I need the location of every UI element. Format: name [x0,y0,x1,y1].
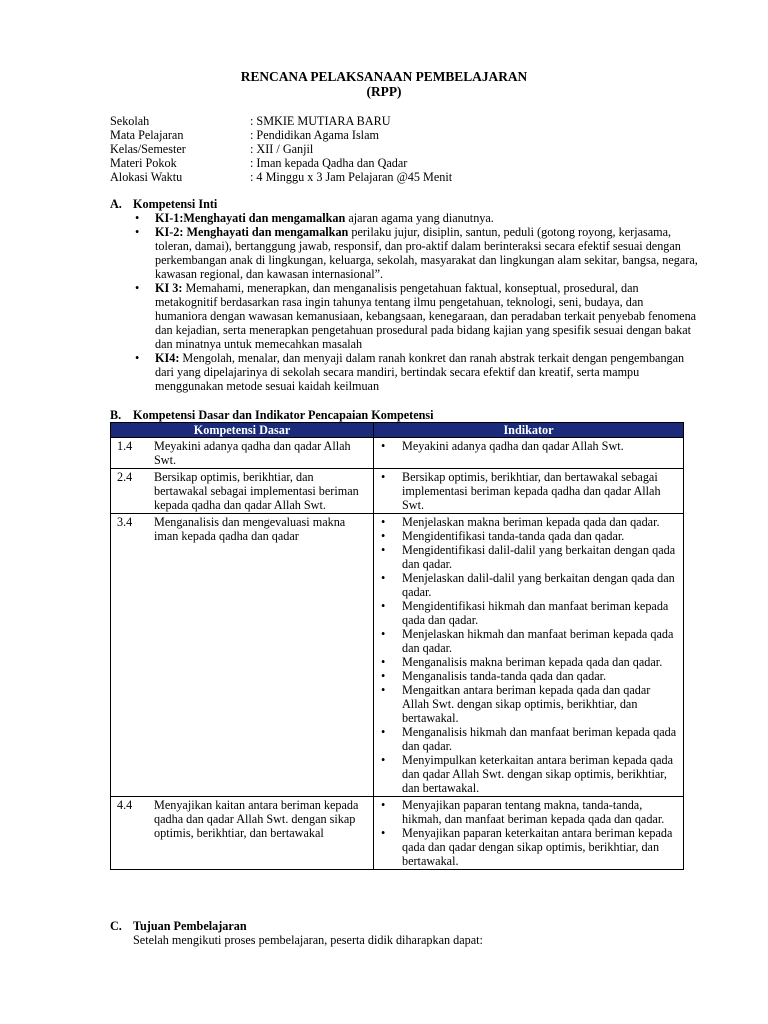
column-header-indikator: Indikator [374,423,684,438]
indicator-text: Mengidentifikasi hikmah dan manfaat beriman kepada qada dan qadar. [402,599,669,627]
indicator-text: Mengaitkan antara beriman kepada qada dan qadar Allah Swt. dengan sikap optimis, berikhtiar, dan bertawakal. [402,683,651,725]
bullet-icon: • [381,439,386,453]
ki-item [133,211,698,225]
ki-item [133,351,698,393]
section-c-heading [110,919,247,933]
identity-row [110,114,452,128]
ki-item [133,281,698,351]
document-title: RENCANA PELAKSANAAN PEMBELAJARAN [240,69,528,84]
indicator-text: Menjelaskan makna beriman kepada qada dan qadar. [402,515,660,529]
indicator-text: Menyimpulkan keterkaitan antara beriman kepada qada dan qadar Allah Swt. dengan sikap optimis, berikhtiar, dan bertawakal. [402,753,674,795]
indicator-cell [374,469,684,514]
ki-item-bold: KI 3: [155,281,183,295]
kd-number: 4.4 [117,798,133,812]
kd-cell [111,797,374,870]
bullet-icon: • [135,351,140,365]
indicator-item [380,798,679,826]
kd-text: Meyakini adanya qadha dan qadar Allah Swt. [154,439,351,467]
identity-value: : Iman kepada Qadha dan Qadar [250,156,408,170]
indicator-text: Menyajikan paparan tentang makna, tanda-tanda, hikmah, dan manfaat beriman kepada qada dan qadar. [402,798,665,826]
kd-text: Bersikap optimis, berikhtiar, dan bertawakal sebagai implementasi beriman kepada qadha dan qadar Allah Swt. [154,470,359,512]
indicator-text: Mengidentifikasi dalil-dalil yang berkaitan dengan qada dan qadar. [402,543,676,571]
bullet-icon: • [381,826,386,840]
indicator-text: Mengidentifikasi tanda-tanda qada dan qadar. [402,529,625,543]
kd-text: Menganalisis dan mengevaluasi makna iman kepada qadha dan qadar [154,515,346,543]
identity-row [110,156,452,170]
kd-cell [111,469,374,514]
bullet-icon: • [381,529,386,543]
section-title: Tujuan Pembelajaran [133,919,247,933]
tujuan-intro: Setelah mengikuti proses pembelajaran, peserta didik diharapkan dapat: [133,933,483,947]
bullet-icon: • [381,599,386,613]
table-row [111,514,684,797]
ki-item-text: perilaku jujur, disiplin, santun, peduli (gotong royong, kerjasama, toleran, damai), bertanggung jawab, responsif, dan pro-aktif dalam berinteraksi secara efektif sesuai dengan perkembangan anak di lingkungan, keluarga, sekolah, masyarakat dan lingkungan alam sekitar, bangsa, negara, kawasan regional, dan kawasan internasional”. [155,225,698,281]
indicator-text: Menjelaskan dalil-dalil yang berkaitan dengan qada dan qadar. [402,571,675,599]
bullet-icon: • [381,627,386,641]
section-letter: C. [110,919,122,933]
indicator-item [380,571,679,599]
indicator-item [380,725,679,753]
ki-item-text: ajaran agama yang dianutnya. [345,211,494,225]
column-header-kd: Kompetensi Dasar [111,423,374,438]
bullet-icon: • [135,281,140,295]
kd-cell [111,438,374,469]
ki-item-text: Memahami, menerapkan, dan menganalisis pengetahuan faktual, konseptual, prosedural, dan metakognitif berdasarkan rasa ingin tahunya tentang ilmu pengetahuan, teknologi, seni, budaya, dan humaniora dengan wawasan kemanusiaan, kebangsaan, kenegaraan, dan peradaban terkait penyebab fenomena dan kejadian, serta menerapkan pengetahuan prosedural pada bidang kajian yang spesifik sesuai dengan bakat dan minatnya untuk memecahkan masalah [155,281,697,351]
section-b-heading [110,408,434,422]
kompetensi-inti-list [133,211,698,393]
section-a-heading [110,197,217,211]
indicator-item [380,627,679,655]
kd-number: 2.4 [117,470,133,484]
ki-item-bold: KI-2: Menghayati dan mengamalkan [155,225,349,239]
bullet-icon: • [381,683,386,697]
indicator-item [380,655,679,669]
identity-label: Materi Pokok [110,156,177,170]
ki-item-bold: KI4: [155,351,180,365]
ki-item-text: Mengolah, menalar, dan menyaji dalam ranah konkret dan ranah abstrak terkait dengan pengembangan dari yang dipelajarinya di sekolah secara mandiri, bertindak secara efektif dan kreatif, serta mampu menggunakan metode sesuai kaidah keilmuan [155,351,685,393]
identity-row [110,170,452,184]
indicator-text: Menganalisis tanda-tanda qada dan qadar. [402,669,607,683]
bullet-icon: • [381,655,386,669]
section-letter: A. [110,197,122,211]
indicator-item [380,515,679,529]
indicator-item [380,753,679,795]
bullet-icon: • [381,543,386,557]
indicator-item [380,529,679,543]
identity-label: Sekolah [110,114,150,128]
bullet-icon: • [381,725,386,739]
kd-cell [111,514,374,797]
indicator-text: Menyajikan paparan keterkaitan antara beriman kepada qada dan qadar dengan sikap optimis, berikhtiar, dan bertawakal. [402,826,673,868]
indicator-cell [374,797,684,870]
identity-block [110,114,452,184]
section-title: Kompetensi Inti [133,197,218,211]
bullet-icon: • [135,225,140,239]
kd-text: Menyajikan kaitan antara beriman kepada qadha dan qadar Allah Swt. dengan sikap optimis, berikhtiar, dan bertawakal [154,798,359,840]
indicator-item [380,669,679,683]
indicator-cell [374,438,684,469]
indicator-text: Meyakini adanya qadha dan qadar Allah Swt. [402,439,624,453]
table-row [111,438,684,469]
indicator-text: Menganalisis hikmah dan manfaat beriman kepada qada dan qadar. [402,725,677,753]
bullet-icon: • [381,669,386,683]
indicator-item [380,683,679,725]
identity-label: Mata Pelajaran [110,128,184,142]
identity-value: : Pendidikan Agama Islam [250,128,379,142]
indicator-text: Bersikap optimis, berikhtiar, dan bertawakal sebagai implementasi beriman kepada qadha dan qadar Allah Swt. [402,470,661,512]
ki-item [133,225,698,281]
table-header-row [111,423,684,438]
bullet-icon: • [381,753,386,767]
indicator-text: Menjelaskan hikmah dan manfaat beriman kepada qada dan qadar. [402,627,674,655]
identity-value: : SMKIE MUTIARA BARU [250,114,391,128]
bullet-icon: • [135,211,140,225]
identity-label: Kelas/Semester [110,142,186,156]
document-subtitle: (RPP) [366,84,402,99]
indicator-text: Menganalisis makna beriman kepada qada dan qadar. [402,655,663,669]
bullet-icon: • [381,571,386,585]
bullet-icon: • [381,798,386,812]
table-row [111,797,684,870]
bullet-icon: • [381,470,386,484]
indicator-item [380,826,679,868]
indicator-item [380,439,679,453]
kd-number: 3.4 [117,515,133,529]
indicator-cell [374,514,684,797]
indicator-item [380,543,679,571]
indicator-item [380,470,679,512]
identity-label: Alokasi Waktu [110,170,183,184]
table-row [111,469,684,514]
indicator-item [380,599,679,627]
identity-value: : XII / Ganjil [250,142,314,156]
identity-value: : 4 Minggu x 3 Jam Pelajaran @45 Menit [250,170,453,184]
section-letter: B. [110,408,122,422]
section-title: Kompetensi Dasar dan Indikator Pencapaian Kompetensi [133,408,434,422]
bullet-icon: • [381,515,386,529]
ki-item-bold: KI-1:Menghayati dan mengamalkan [155,211,346,225]
kd-number: 1.4 [117,439,133,453]
identity-row [110,142,452,156]
kd-indicator-table [110,422,684,870]
identity-row [110,128,452,142]
